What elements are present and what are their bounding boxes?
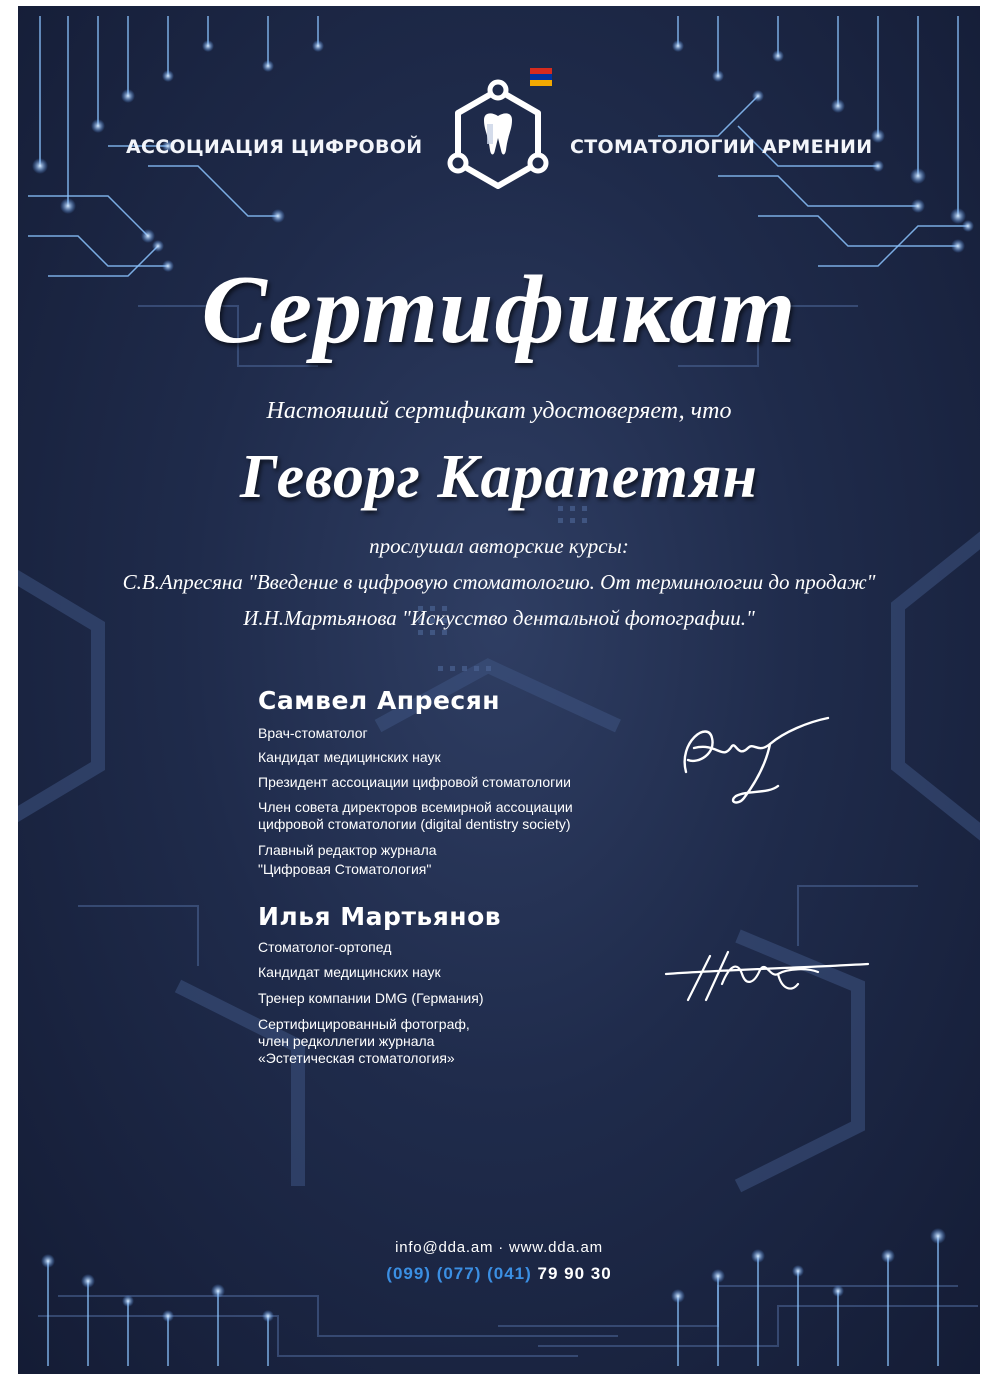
signatory-credential: Кандидат медицинских наук <box>258 964 441 980</box>
signatory-name: Илья Мартьянов <box>258 902 502 931</box>
signatory-name: Самвел Апресян <box>258 686 501 715</box>
contact-phone-line <box>18 1264 980 1284</box>
certificate <box>18 6 980 1374</box>
signatory-credential: Член совета директоров всемирной ассоциации <box>258 799 573 815</box>
signatory-credential: "Цифровая Стоматология" <box>258 861 432 877</box>
association-name-right: СТОМАТОЛОГИИ АРМЕНИИ <box>570 136 873 158</box>
intro-text: Настояший сертификат удостоверяет, что <box>266 398 732 424</box>
course-item: И.Н.Мартьянова "Искусство дентальной фотографии." <box>243 606 755 630</box>
signatory-credential: Тренер компании DMG (Германия) <box>258 990 484 1006</box>
signatory-credential: Стоматолог-ортопед <box>258 939 392 955</box>
listened-courses-text: прослушал авторские курсы: <box>369 534 629 558</box>
signatory-credential: Кандидат медицинских наук <box>258 749 441 765</box>
signatory-credential: цифровой стоматологии (digital dentistry society) <box>258 816 571 832</box>
signatory-credential: член редколлегии журнала <box>258 1033 435 1049</box>
tooth-hexagon-logo-icon <box>440 68 556 198</box>
certificate-title: Сертификат <box>201 256 797 364</box>
email-link[interactable]: info@dda.am <box>395 1239 494 1256</box>
signatory-credential: «Эстетическая стоматология» <box>258 1050 455 1066</box>
phone-number: 79 90 30 <box>537 1264 612 1283</box>
signatory-credential: Сертифицированный фотограф, <box>258 1016 470 1032</box>
course-item: С.В.Апресяна "Введение в цифровую стоматологию. От терминологии до продаж" <box>122 570 876 594</box>
signatory-credential: Президент ассоциации цифровой стоматологии <box>258 774 571 790</box>
signatory-credential: Главный редактор журнала <box>258 842 437 858</box>
website-link[interactable]: www.dda.am <box>509 1239 603 1256</box>
recipient-name: Геворг Карапетян <box>240 443 758 511</box>
signature-martyanov <box>658 934 878 1014</box>
phone-codes: (099) (077) (041) <box>386 1264 532 1283</box>
separator-dot: · <box>498 1239 505 1256</box>
armenia-flag-icon <box>530 68 552 74</box>
contact-web-line <box>18 1239 980 1256</box>
signature-apresyan <box>658 702 858 812</box>
association-name-left: АССОЦИАЦИЯ ЦИФРОВОЙ <box>126 136 423 158</box>
signatory-credential: Врач-стоматолог <box>258 725 368 741</box>
